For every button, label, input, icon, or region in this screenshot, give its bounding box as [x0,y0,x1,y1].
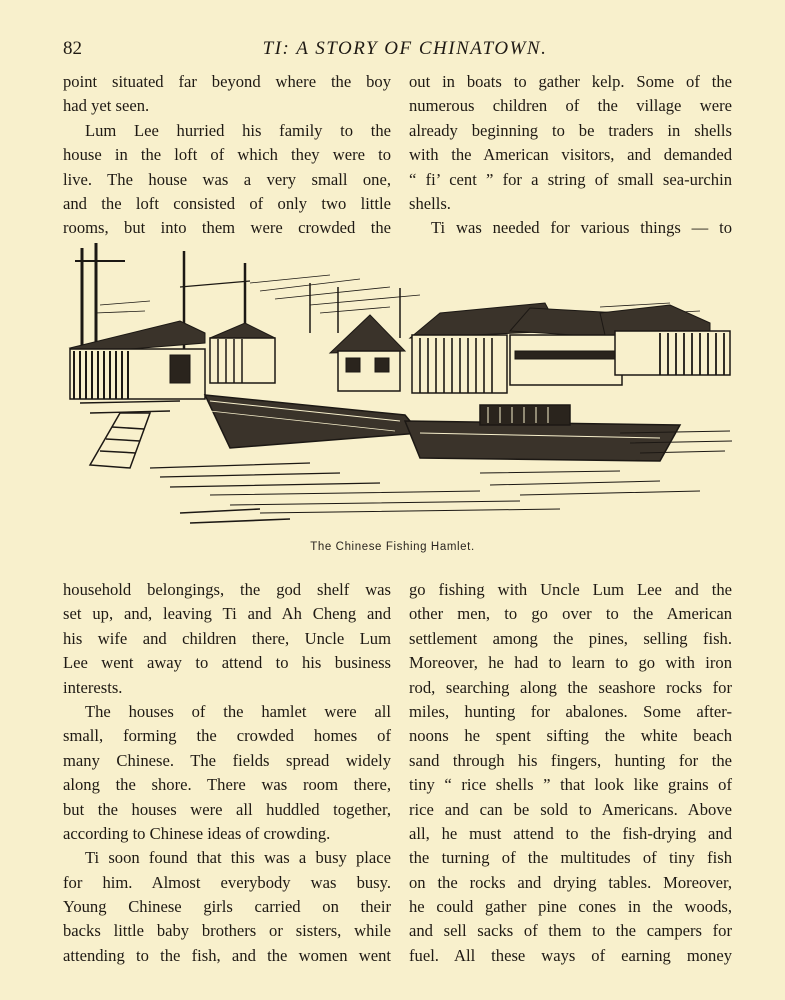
text-line: Young Chinese girls carried on their [63,897,391,917]
text-line: interests. [63,677,123,697]
text-line: other men, to go over to the American [409,604,732,624]
text-line: he could gather pine cones in the woods, [409,897,732,917]
text-line: point situated far beyond where the boy [63,72,391,91]
text-line: settlement among the pines, selling fish. [409,628,732,648]
text-line: noons he spent sifting the white beach [409,726,732,746]
text-line: Ti soon found that this was a busy place [85,848,391,868]
text-line: rod, searching along the seashore rocks for [409,677,732,697]
text-line: house in the loft of which they were to [63,145,391,165]
text-column-bottom-right [409,578,732,968]
text-line: all, he must attend to the fish-drying and [409,823,732,843]
text-line: shells. [409,193,451,213]
page-number: 82 [63,38,82,59]
text-line: live. The house was a very small one, [63,169,391,189]
text-line: rice and can be sold to Americans. Above [409,799,732,819]
text-column-top-left [63,70,391,241]
text-line: and sell sacks of them to the campers for [409,921,732,941]
text-line: Lum Lee hurried his family to the [85,120,391,140]
text-line: Lee went away to attend to his business [63,653,391,673]
text-line: miles, hunting for abalones. Some after- [409,701,732,721]
text-line: his wife and children there, Uncle Lum [63,628,391,648]
text-line: household belongings, the god shelf was [63,580,391,599]
text-column-bottom-left [63,578,391,968]
fishing-hamlet-illustration [60,243,736,533]
text-line: out in boats to gather kelp. Some of the [409,72,732,91]
text-column-top-right [409,70,732,241]
text-line: but the houses were all huddled together, [63,799,391,819]
text-line: for him. Almost everybody was busy. [63,872,391,892]
illustration-caption: The Chinese Fishing Hamlet. [310,541,475,553]
text-line: fuel. All these ways of earning money [409,945,732,965]
text-line: Ti was needed for various things — to [431,218,732,238]
text-line: “ fi’ cent ” for a string of small sea-urchin [409,169,732,189]
text-line: along the shore. There was room there, [63,775,391,795]
text-line: the turning of the multitudes of tiny fish [409,848,732,868]
text-line: attending to the fish, and the women went [63,945,391,965]
text-line: sand through his fingers, hunting for the [409,750,732,770]
text-line: many Chinese. The fields spread widely [63,750,391,770]
text-line: small, forming the crowded homes of [63,726,391,746]
text-line: according to Chinese ideas of crowding. [63,823,331,843]
text-line: on the rocks and drying tables. Moreover, [409,872,732,892]
text-line: The houses of the hamlet were all [85,701,391,721]
text-line: and the loft consisted of only two little [63,193,391,213]
running-head: TI: A STORY OF CHINATOWN. [262,38,548,59]
text-line: Moreover, he had to learn to go with iron [409,653,732,673]
text-line: had yet seen. [63,96,150,116]
text-line: go fishing with Uncle Lum Lee and the [409,580,732,599]
text-line: backs little baby brothers or sisters, while [63,921,391,941]
text-line: set up, and, leaving Ti and Ah Cheng and [63,604,391,624]
text-line: tiny “ rice shells ” that look like grains of [409,775,732,795]
text-line: numerous children of the village were [409,96,732,116]
text-line: with the American visitors, and demanded [409,145,732,165]
text-line: rooms, but into them were crowded the [63,218,391,238]
text-line: already beginning to be traders in shells [409,120,732,140]
